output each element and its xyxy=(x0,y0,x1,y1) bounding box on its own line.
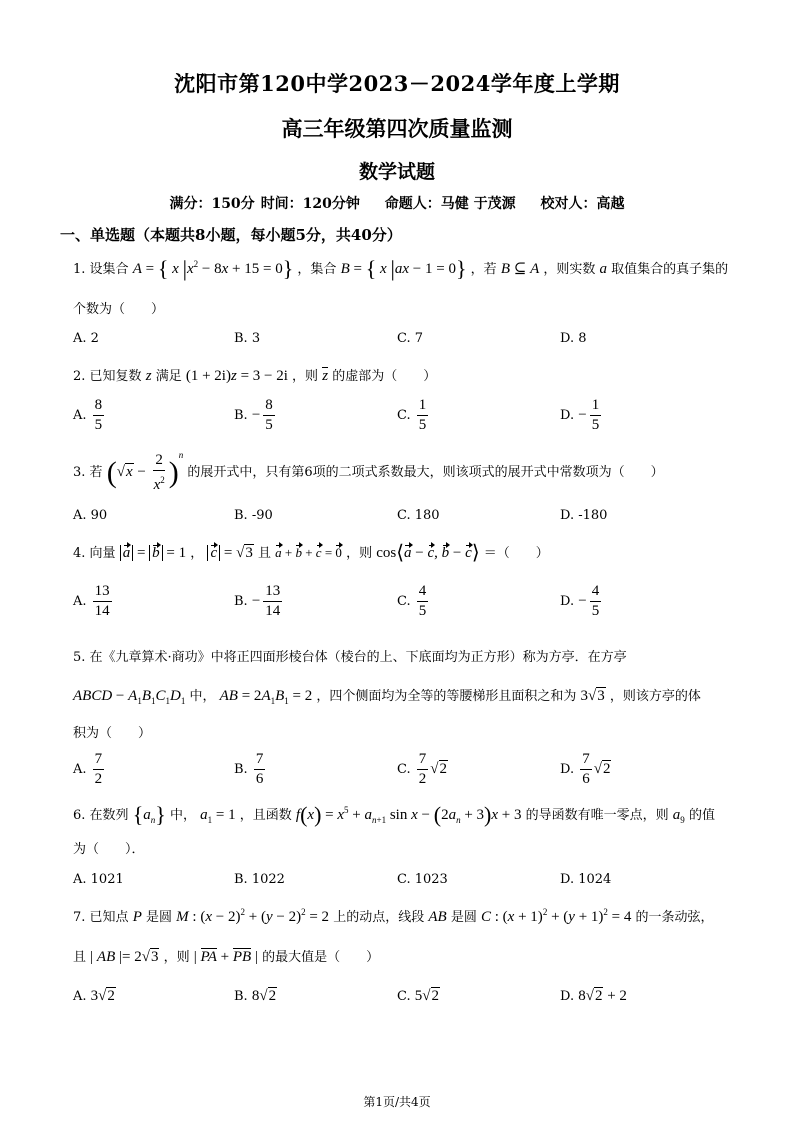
q5-option-d: D. $\frac{7}{6}$ √2 xyxy=(560,751,611,787)
q4-option-c: C. $\frac{4}{5}$ xyxy=(397,583,427,619)
q3-option-a: A. 90 xyxy=(73,508,108,523)
meta-authors: 命题人：马健 于茂源 xyxy=(384,196,516,212)
question-5-line-1: 5. 在《九章算术·商功》中将正四面形棱台体（棱台的上、下底面均为正方形）称为方亭．在方亭 xyxy=(73,650,627,665)
section-heading: 一、单选题（本题共8小题，每小题5分，共40分） xyxy=(60,226,402,244)
q5-option-b: B. $\frac{7}{6}$ xyxy=(234,751,264,787)
question-7-line-2: 且 | AB |= 2√3 ，则 | PA + PB | 的最大值是（ ） xyxy=(73,949,380,965)
q4-option-a: A. $\frac{13}{14}$ xyxy=(73,583,110,619)
exam-title: 高三年级第四次质量监测 xyxy=(281,116,513,141)
q6-option-c: C. 1023 xyxy=(397,872,448,887)
q6-option-b: B. 1022 xyxy=(234,872,285,887)
q7-option-d: D. 8√2 + 2 xyxy=(560,988,627,1004)
q7-option-c: C. 5√2 xyxy=(397,988,439,1004)
question-7-line-1: 7. 已知点 P 是圆 M : $(x - 2)^2 + (y - 2)^2 = 2$ 上的动点，线段 AB 是圆 C : $(x + 1)^2 + (y + 1)^2 = 4$ 的一条动弦， xyxy=(73,907,714,925)
q7-option-a: A. 3√2 xyxy=(73,988,115,1004)
q4-option-b: B. − $\frac{13}{14}$ xyxy=(234,583,281,619)
q2-option-d: D. − $\frac{1}{5}$ xyxy=(560,397,600,433)
q2-option-a: A. $\frac{8}{5}$ xyxy=(73,397,103,433)
question-2-stem: 2. 已知复数 z 满足 (1 + 2i)z = 3 − 2i ，则 z 的虚部为（ ） xyxy=(73,368,437,384)
q3-option-b: B. -90 xyxy=(234,508,273,523)
q5-option-a: A. $\frac{7}{2}$ xyxy=(73,751,103,787)
question-6-line-1: 6. 在数列 $\{a_n\}$ 中， $a_1 = 1$ ，且函数 $f(x) = x^5 + a_{n+1}$ $\sin x - (2a_n + 3)x + 3$ 的导函数有唯一零点，则 $a_9$ 的值 xyxy=(73,802,715,827)
question-6-line-2: 为（ ）． xyxy=(73,842,145,857)
question-5-line-3: 积为（ ） xyxy=(73,726,152,741)
question-1-line-1: 1. 设集合 A = { x $|x^2 - 8x + 15 = 0$} ，集合 B = { x |ax − 1 = 0} ，若 B ⊆ A ，则实数 a 取值集合的真子集的 xyxy=(73,256,729,281)
question-4-stem: 4. 向量 a = b = 1 ， c = √3 且 a + b + c = 0 ，则 cos⟨a − c, b − c⟩ ＝（ ） xyxy=(73,542,549,564)
q4-option-d: D. − $\frac{4}{5}$ xyxy=(560,583,600,619)
meta-score: 满分：150分 xyxy=(169,196,255,212)
q1-option-c: C. 7 xyxy=(397,331,424,346)
page-footer: 第1页/共4页 xyxy=(363,1095,431,1109)
meta-checker: 校对人：高越 xyxy=(540,196,625,212)
question-5-line-2: ABCD − $A_1B_1C_1D_1$ 中， AB = $2A_1B_1 = 2$ ，四个侧面均为全等的等腰梯形且面积之和为 3√3 ，则该方亭的体 xyxy=(73,688,701,706)
q1-option-d: D. 8 xyxy=(560,331,587,346)
q5-option-c: C. $\frac{7}{2}$ √2 xyxy=(397,751,447,787)
q6-option-d: D. 1024 xyxy=(560,872,612,887)
school-title: 沈阳市第120中学2023－2024学年度上学期 xyxy=(174,71,620,96)
q7-option-b: B. 8√2 xyxy=(234,988,277,1004)
q6-option-a: A. 1021 xyxy=(73,872,124,887)
question-1-line-2: 个数为（ ） xyxy=(73,302,165,317)
q3-option-d: D. -180 xyxy=(560,508,608,523)
subject-title: 数学试题 xyxy=(358,161,435,183)
q1-option-a: A. 2 xyxy=(73,331,99,346)
question-3-stem: 3. 若 (√x − $\frac{2}{x^2}$ )$^n$ 的展开式中，只有第6项的二项式系数最大，则该项式的展开式中常数项为（ ） xyxy=(73,450,664,493)
q2-option-b: B. − $\frac{8}{5}$ xyxy=(234,397,273,433)
exam-meta xyxy=(0,193,794,213)
q3-option-c: C. 180 xyxy=(397,508,440,523)
q2-option-c: C. $\frac{1}{5}$ xyxy=(397,397,427,433)
meta-time: 时间：120分钟 xyxy=(260,196,360,212)
q1-option-b: B. 3 xyxy=(234,331,261,346)
